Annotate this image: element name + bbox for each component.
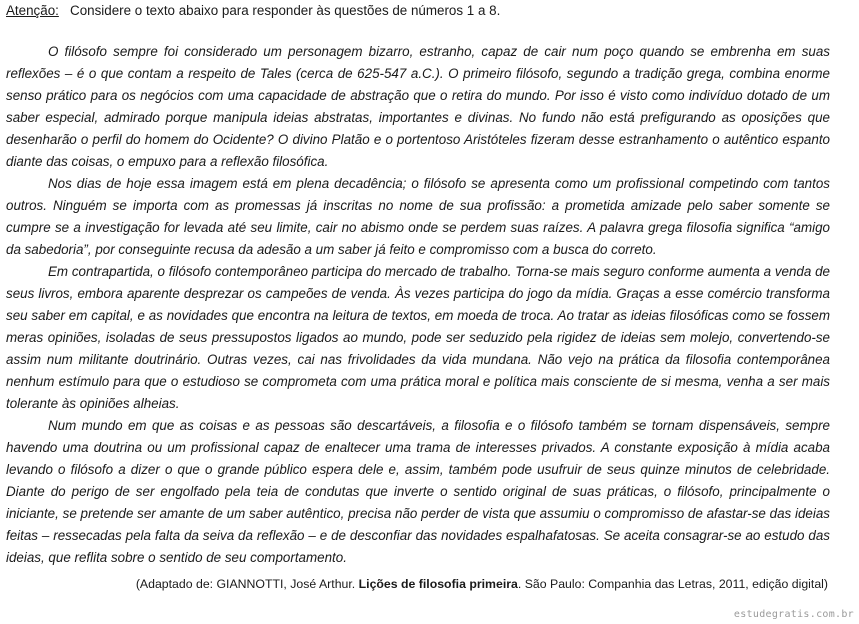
paragraph-4: Num mundo em que as coisas e as pessoas são descartáveis, a filosofia e o filósofo também se tornam dispensáveis, sempre havendo uma doutrina ou um profissional capaz de enaltecer uma trama de interesses privados. A constante exposição à mídia acaba levando o filósofo a dizer o que o grande público espera dele e, assim, também pode usufruir de seus quinze minutos de celebridade. Diante do perigo de ser engolfado pela teia de condutas que inverte o sentido original de suas práticas, o filósofo, principalmente o iniciante, se pretende ser amante de um saber autêntico, precisa não perder de vista que assumiu o compromisso de afastar-se das ideias feitas – ressecadas pela falta da seiva da reflexão – e de desconfiar das novidades espalhafatosas. Se aceita consagrar-se ao estudo das ideias, que reflita sobre o sentido de seu comportamento. xyxy=(6,418,830,565)
source-citation xyxy=(6,576,828,592)
instruction-header xyxy=(6,3,500,19)
paragraph-1: O filósofo sempre foi considerado um personagem bizarro, estranho, capaz de cair num poço quando se embrenha em suas reflexões – é o que contam a respeito de Tales (cerca de 625-547 a.C.). O primeiro filósofo, segundo a tradição grega, combina enorme senso prático para os negócios com uma capacidade de abstração que o retira do mundo. Por isso é visto como indivíduo dotado de um saber especial, admirado porque manipula ideias abstratas, importantes e divinas. No fundo não está prefigurando as oposições que desenharão o perfil do homem do Ocidente? O divino Platão e o portentoso Aristóteles fizeram desse estranhamento o autêntico espanto diante das coisas, o empuxo para a reflexão filosófica. xyxy=(6,44,830,169)
paragraph-3: Em contrapartida, o filósofo contemporâneo participa do mercado de trabalho. Torna-se mais seguro conforme aumenta a venda de seus livros, embora aparente desprezar os campeões de venda. Às vezes participa do jogo da mídia. Graças a esse comércio transforma seu saber em capital, e as novidades que encontra na leitura de textos, em moeda de troca. Ao tratar as ideias filosóficas como se fossem meras opiniões, isoladas de seus pressupostos ligados ao mundo, pode ser seduzido pela rigidez de ideias sem molejo, convertendo-se assim num militante doutrinário. Outras vezes, cai nas frivolidades da vida mundana. Não vejo na prática da filosofia contemporânea nenhum estímulo para que o estudioso se comprometa com uma prática moral e política mais consciente de si mesma, venha a ser mais tolerante às opiniões alheias. xyxy=(6,264,830,411)
paragraph-2: Nos dias de hoje essa imagem está em plena decadência; o filósofo se apresenta como um profissional competindo com tantos outros. Ninguém se importa com as promessas já inscritas no nome de sua profissão: a prometida amizade pelo saber somente se cumpre se a investigação for levada até seu limite, cair no abismo onde se perdem suas raízes. A palavra grega filosofia significa “amigo da sabedoria”, por conseguinte recusa da adesão a um saber já feito e compromisso com a busca do correto. xyxy=(6,176,830,257)
site-watermark: estudegratis.com.br xyxy=(733,609,854,620)
citation-book-title: Lições de filosofia primeira xyxy=(358,577,518,591)
article-text xyxy=(6,41,830,569)
citation-suffix: . São Paulo: Companhia das Letras, 2011, edição digital) xyxy=(517,577,828,591)
instruction-text: Considere o texto abaixo para responder às questões de números 1 a 8. xyxy=(70,3,501,18)
attention-label: Atenção: xyxy=(6,3,59,18)
citation-prefix: (Adaptado de: GIANNOTTI, José Arthur. xyxy=(135,577,356,591)
